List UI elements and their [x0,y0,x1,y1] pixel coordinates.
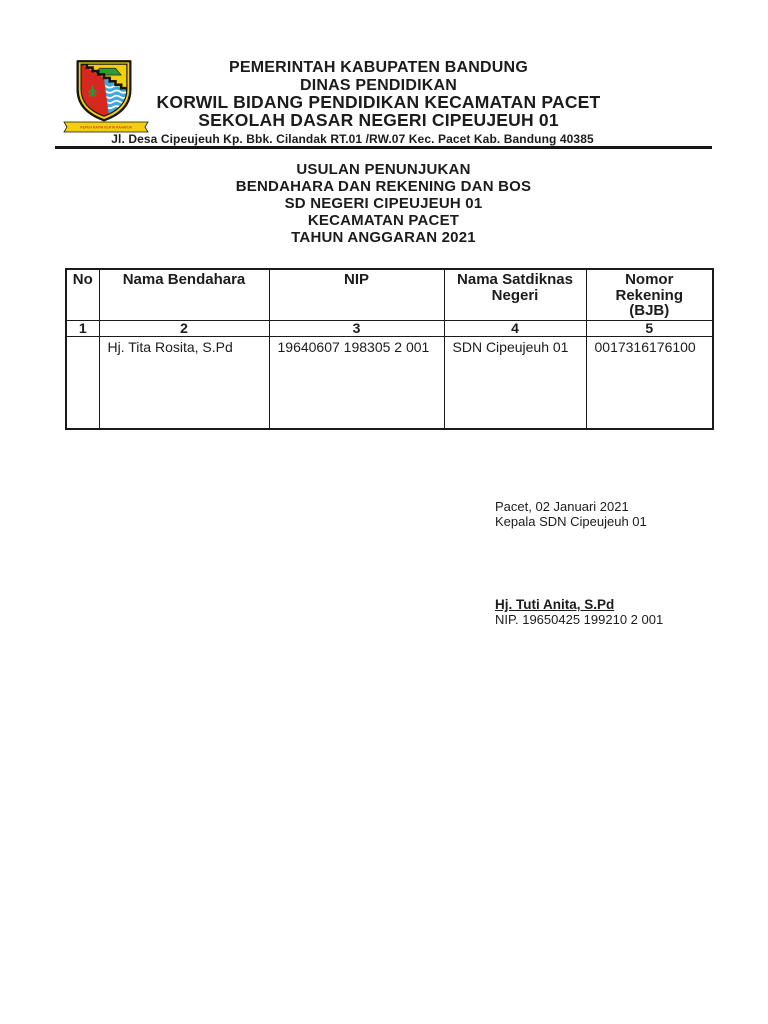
title-line: USULAN PENUNJUKAN [296,161,471,178]
department-name: DINAS PENDIDIKAN [300,76,457,94]
title-line: SD NEGERI CIPEUJEUH 01 [284,194,483,212]
col-header-satdiknas: Nama Satdiknas Negeri [444,269,586,320]
letterhead [55,59,712,146]
kabupaten-bandung-coat-of-arms-icon [63,59,149,135]
school-name: SEKOLAH DASAR NEGERI CIPEUJEUH 01 [198,110,559,131]
korwil-name: KORWIL BIDANG PENDIDIKAN KECAMATAN PACET [156,92,601,113]
shield-emblem-icon [75,59,133,122]
motto-ribbon-icon [63,121,149,133]
bendahara-table [65,268,714,430]
signature-place-date: Pacet, 02 Januari 2021 [495,499,629,514]
col-header-rekening: Nomor Rekening (BJB) [586,269,713,320]
government-name: PEMERINTAH KABUPATEN BANDUNG [229,59,528,76]
cell-satdiknas: SDN Cipeujeuh 01 [444,336,586,429]
school-address: Jl. Desa Cipeujeuh Kp. Bbk. Cilandak RT.01 /RW.07 Kec. Pacet Kab. Bandung 40385 [111,131,594,146]
signature-block [495,500,663,628]
column-number: 4 [444,320,586,336]
column-number: 3 [269,320,444,336]
signature-nip: NIP. 19650425 199210 2 001 [495,612,664,628]
col-header-no: No [66,269,99,320]
column-number: 2 [99,320,269,336]
table-row [66,336,713,429]
column-number-row [66,320,713,336]
cell-rekening: 0017316176100 [586,336,713,429]
signature-name: Hj. Tuti Anita, S.Pd [495,596,615,612]
signature-role: Kepala SDN Cipeujeuh 01 [495,513,647,529]
col-header-nama-bendahara: Nama Bendahara [99,269,269,320]
cell-nip: 19640607 198305 2 001 [269,336,444,429]
column-number: 1 [66,320,99,336]
cell-no [66,336,99,429]
col-header-nip: NIP [269,269,444,320]
table-header-row [66,269,713,320]
column-number: 5 [586,320,713,336]
letterhead-text [55,59,712,146]
document-title [55,162,712,247]
logo-motto: REPEH RAPIH KERTA RAHARJA [80,125,132,130]
title-line: KECAMATAN PACET [307,211,460,229]
title-line: TAHUN ANGGARAN 2021 [291,228,476,246]
title-line: BENDAHARA DAN REKENING DAN BOS [235,177,532,195]
cell-nama-bendahara: Hj. Tita Rosita, S.Pd [99,336,269,429]
letterhead-divider [55,146,712,149]
